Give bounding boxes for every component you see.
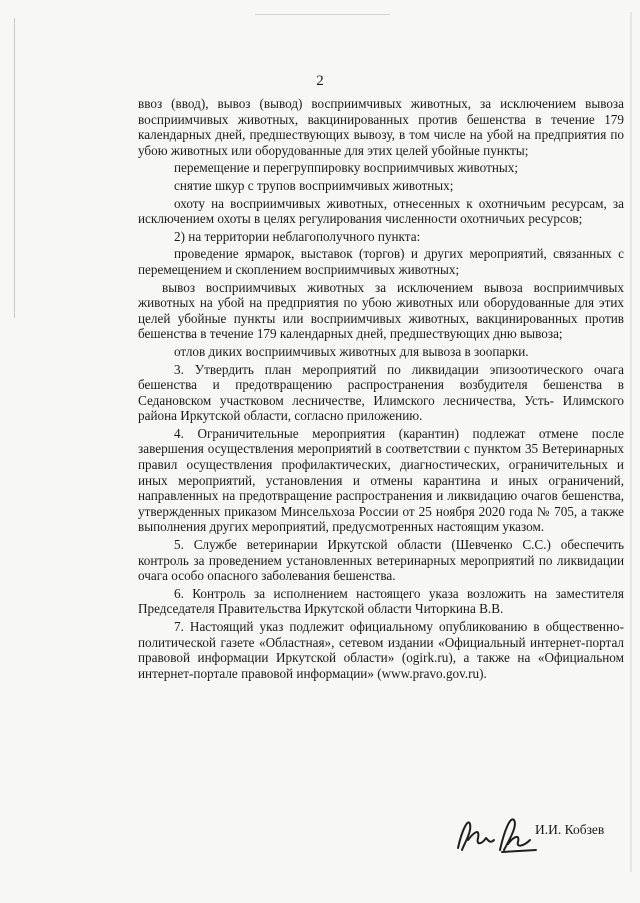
paragraph: перемещение и перегруппировку восприимчивых животных; [174,160,519,176]
paragraph: 7. Настоящий указ подлежит официальному опубликованию в общественно-политической газете «Областная», сетевом издании «Официальный интернет-портал правовой информации Иркутской области» (ogirk.ru), а также на «Официальном интернет-портале правовой информации» (www.pravo.gov.ru). [138,619,624,681]
signer-name: И.И. Кобзев [535,822,605,837]
document-body [138,96,624,681]
paragraph: снятие шкур с трупов восприимчивых животных; [174,177,454,193]
paragraph: 4. Ограничительные мероприятия (карантин) подлежат отмене после завершения осуществления мероприятий в соответствии с пунктом 35 Ветеринарных правил осуществления профилактических, диагностических, ограничительных и иных мероприятий, установления и отмены карантина и иных ограничений, направленных на предотвращение распространения и ликвидацию очагов бешенства, утвержденных приказом Минсельхоза России от 25 ноября 2020 года № 705, а также выполнения других мероприятий, предусмотренных настоящим указом. [138,425,624,535]
paragraph: 5. Службе ветеринарии Иркутской области (Шевченко С.С.) обеспечить контроль за проведением установленных ветеринарных мероприятий по ликвидации очага особо опасного заболевания бешенства. [138,537,624,584]
scan-edge-line [14,18,15,318]
scan-top-line [255,14,390,15]
scan-right-edge [630,12,632,872]
paragraph: охоту на восприимчивых животных, отнесенных к охотничьим ресурсам, за исключением охоты в целях регулирования численности охотничьих ресурсов; [138,195,624,227]
paragraph: проведение ярмарок, выставок (торгов) и других мероприятий, связанных с перемещением и скоплением восприимчивых животных; [138,246,624,277]
paragraph: 2) на территории неблагополучного пункта: [174,228,421,244]
paragraph: отлов диких восприимчивых животных для вывоза в зоопарки. [174,343,529,359]
paragraph: 6. Контроль за исполнением настоящего указа возложить на заместителя Председателя Правительства Иркутской области Читоркина В.В. [138,585,624,617]
signature-icon [452,810,542,860]
paragraph: вывоз восприимчивых животных за исключением вывоза восприимчивых животных на убой на предприятия по убою животных или оборудованные для этих целей убойные пункты или восприимчивых животных, вакцинированных против бешенства в течение 179 календарных дней, предшествующих дню вывоза; [138,279,624,342]
page-number: 2 [316,73,324,89]
paragraph: ввоз (ввод), вывоз (вывод) восприимчивых животных, за исключением вывоза восприимчивых животных, вакцинированных против бешенства в течение 179 календарных дней, предшествующих вывозу, в том числе на убой на предприятия по убою животных или оборудованные для этих целей убойные пункты; [138,96,624,158]
paragraph: 3. Утвердить план мероприятий по ликвидации эпизоотического очага бешенства и предотвращению распространения возбудителя бешенства в Седановском участковом лесничестве, Илимского лесничества, Усть- Илимского района Иркутской области, согласно приложению. [138,361,624,424]
